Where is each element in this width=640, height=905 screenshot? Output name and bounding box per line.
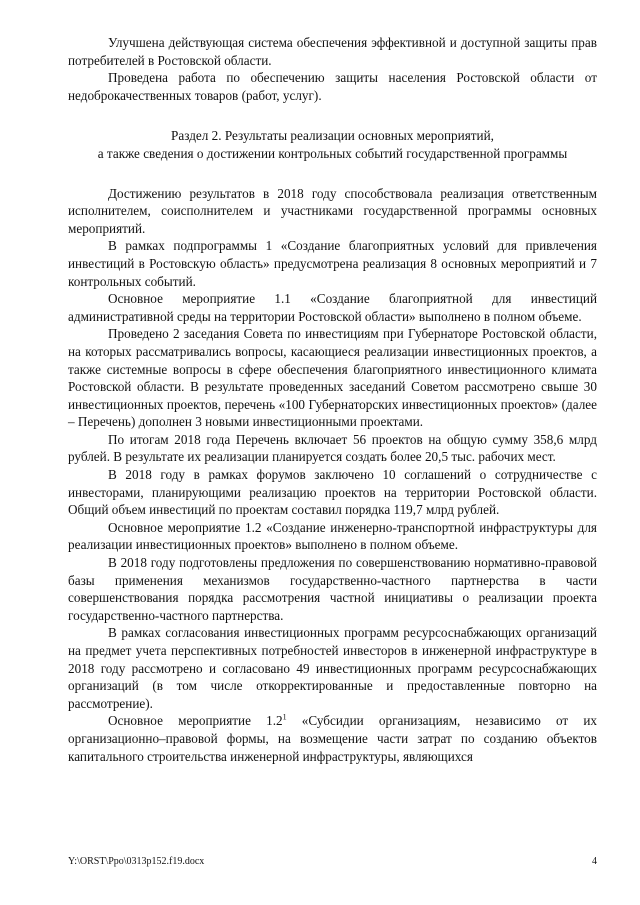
document-body [68, 34, 597, 765]
last-paragraph-start: Основное мероприятие 1.2 [108, 713, 283, 729]
section-title-line-1: Раздел 2. Результаты реализации основных мероприятий, [171, 128, 494, 144]
paragraph: В 2018 году подготовлены предложения по совершенствованию нормативно-правовой базы применения механизмов государственно-частного партнерства в части совершенствования порядка рассмотрения частной инициативы о реализации проекта государственно-частного партнерства. [68, 555, 597, 623]
paragraph: Улучшена действующая система обеспечения эффективной и доступной защиты прав потребителей в Ростовской области. [68, 35, 597, 68]
footnote-marker: 1 [282, 712, 287, 722]
paragraph: В рамках согласования инвестиционных программ ресурсоснабжающих организаций на предмет учета перспективных потребностей инвесторов в инженерной инфраструктуре в 2018 году рассмотрено и согласовано 49 инвестиционных программ ресурсоснабжающих организаций (в том числе откорректированные и предоставленные повторно на рассмотрение). [68, 625, 597, 711]
paragraph: Основное мероприятие 1.2 «Создание инженерно-транспортной инфраструктуры для реализации инвестиционных проектов» выполнено в полном объеме. [68, 519, 597, 553]
paragraph: По итогам 2018 года Перечень включает 56 проектов на общую сумму 358,6 млрд рублей. В результате их реализации планируется создать более 20,5 тыс. рабочих мест. [68, 431, 597, 465]
paragraph: Проведено 2 заседания Совета по инвестициям при Губернаторе Ростовской области, на которых рассматривались вопросы, касающиеся реализации инвестиционных проектов, а также системные вопросы в сфере обеспечения благоприятного инвестиционного климата Ростовской области. В результате проведенных заседаний Советом рассмотрено свыше 30 инвестиционных проектов, перечень «100 Губернаторских инвестиционных проектов» (далее – Перечень) дополнен 3 новыми инвестиционными проектами. [68, 326, 597, 430]
page-number: 4 [592, 856, 597, 867]
paragraph: Основное мероприятие 1.1 «Создание благоприятной для инвестиций административной среды на территории Ростовской области» выполнено в полном объеме. [68, 291, 597, 324]
section-heading [68, 127, 597, 162]
last-paragraph-rest: «Субсидии организациям, независимо от их организационно–правовой формы, на возмещение части затрат по созданию объектов капитального строительства инженерной инфраструктуры, являющихся [68, 713, 597, 764]
paragraph: В 2018 году в рамках форумов заключено 10 соглашений о сотрудничестве с инвесторами, планирующими реализацию проектов на территории Ростовской области. Общий объем инвестиций по проектам составил порядка 119,7 млрд рублей. [68, 467, 597, 518]
file-path: Y:\ORST\Ppo\0313p152.f19.docx [68, 856, 205, 867]
section-title-line-2: а также сведения о достижении контрольных событий государственной программы [97, 145, 568, 161]
paragraph: Проведена работа по обеспечению защиты населения Ростовской области от недоброкачественных товаров (работ, услуг). [68, 70, 597, 103]
paragraph: Достижению результатов в 2018 году способствовала реализация ответственным исполнителем, соисполнителем и участниками государственной программы основных мероприятий. [68, 185, 597, 236]
paragraph: В рамках подпрограммы 1 «Создание благоприятных условий для привлечения инвестиций в Ростовскую область» предусмотрена реализация 8 основных мероприятий и 7 контрольных событий. [68, 238, 597, 289]
paragraph-last [68, 712, 597, 765]
